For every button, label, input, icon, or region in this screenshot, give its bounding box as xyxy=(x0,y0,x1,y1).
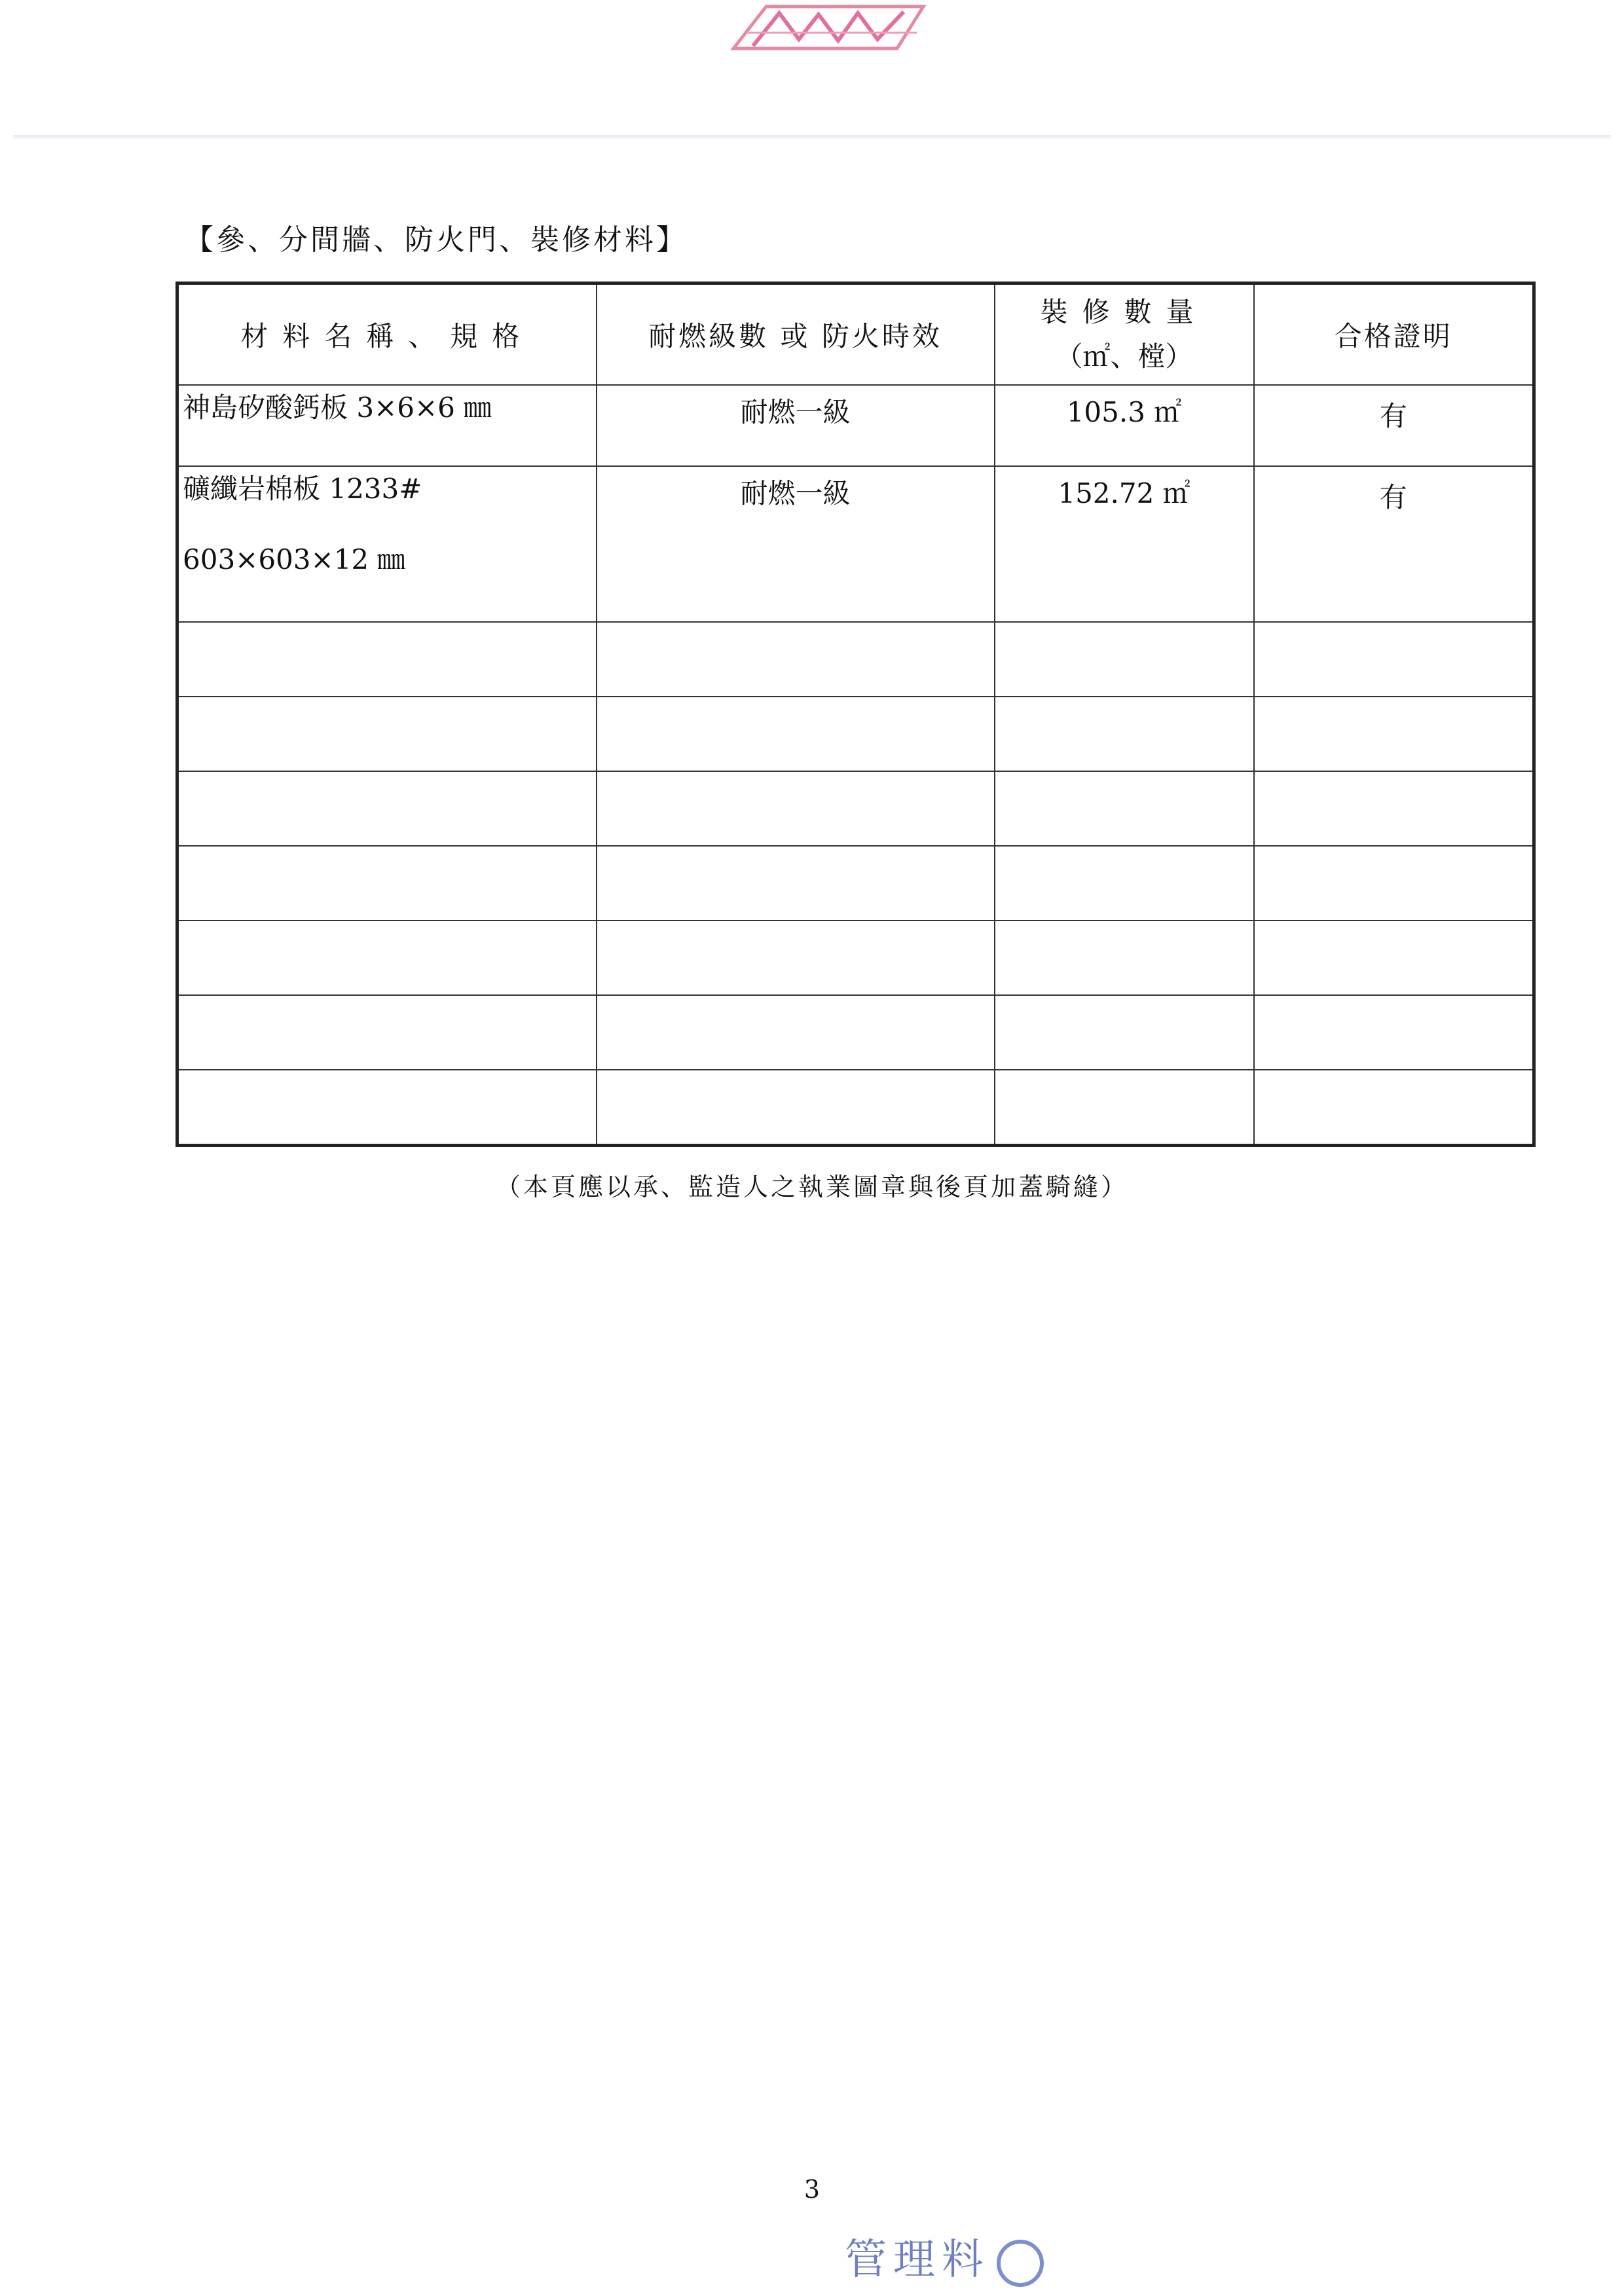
material-name-text: 礦纖岩棉板 1233# xyxy=(183,473,422,505)
emblem-icon xyxy=(997,2240,1044,2287)
table-row-empty xyxy=(177,920,1534,995)
header-certificate: 合格證明 xyxy=(1254,283,1534,386)
red-seal-stamp xyxy=(727,0,936,51)
table-row-empty xyxy=(177,622,1534,697)
cell-quantity: 105.3 ㎡ xyxy=(995,385,1254,466)
materials-table xyxy=(175,282,1536,1147)
stamp-text: 管理料 xyxy=(845,2236,990,2284)
cell-quantity: 152.72 ㎡ xyxy=(995,466,1254,622)
blue-seal-stamp xyxy=(845,2226,1044,2287)
table-row-empty xyxy=(177,995,1534,1070)
section-title: 【參、分間牆、防火門、裝修材料】 xyxy=(185,223,688,257)
header-quantity-label: 裝修數量 xyxy=(1040,296,1208,328)
header-material-name: 材料名稱、規格 xyxy=(177,283,597,386)
material-spec-text: 603×603×12 ㎜ xyxy=(183,543,405,575)
cell-certificate: 有 xyxy=(1254,385,1534,466)
header-quantity xyxy=(995,283,1254,386)
table-row-empty xyxy=(177,846,1534,920)
cell-fire-grade: 耐燃一級 xyxy=(597,466,995,622)
scan-artifact-line xyxy=(13,135,1611,139)
table-row-empty xyxy=(177,697,1534,771)
cell-material-name xyxy=(177,466,597,622)
seal-instruction-note: （本頁應以承、監造人之執業圖章與後頁加蓋騎縫） xyxy=(495,1173,1128,1201)
page-number: 3 xyxy=(803,2175,821,2204)
table-row-empty xyxy=(177,1070,1534,1146)
cell-material-name xyxy=(177,385,597,466)
table-row xyxy=(177,466,1534,622)
cell-certificate: 有 xyxy=(1254,466,1534,622)
header-quantity-unit: （㎡、樘） xyxy=(1055,340,1193,373)
table-row xyxy=(177,385,1534,466)
table-header-row xyxy=(177,283,1534,386)
cell-fire-grade: 耐燃一級 xyxy=(597,385,995,466)
table-row-empty xyxy=(177,771,1534,846)
header-fire-grade: 耐燃級數 或 防火時效 xyxy=(597,283,995,386)
material-name-text: 神島矽酸鈣板 3×6×6 ㎜ xyxy=(183,392,492,424)
